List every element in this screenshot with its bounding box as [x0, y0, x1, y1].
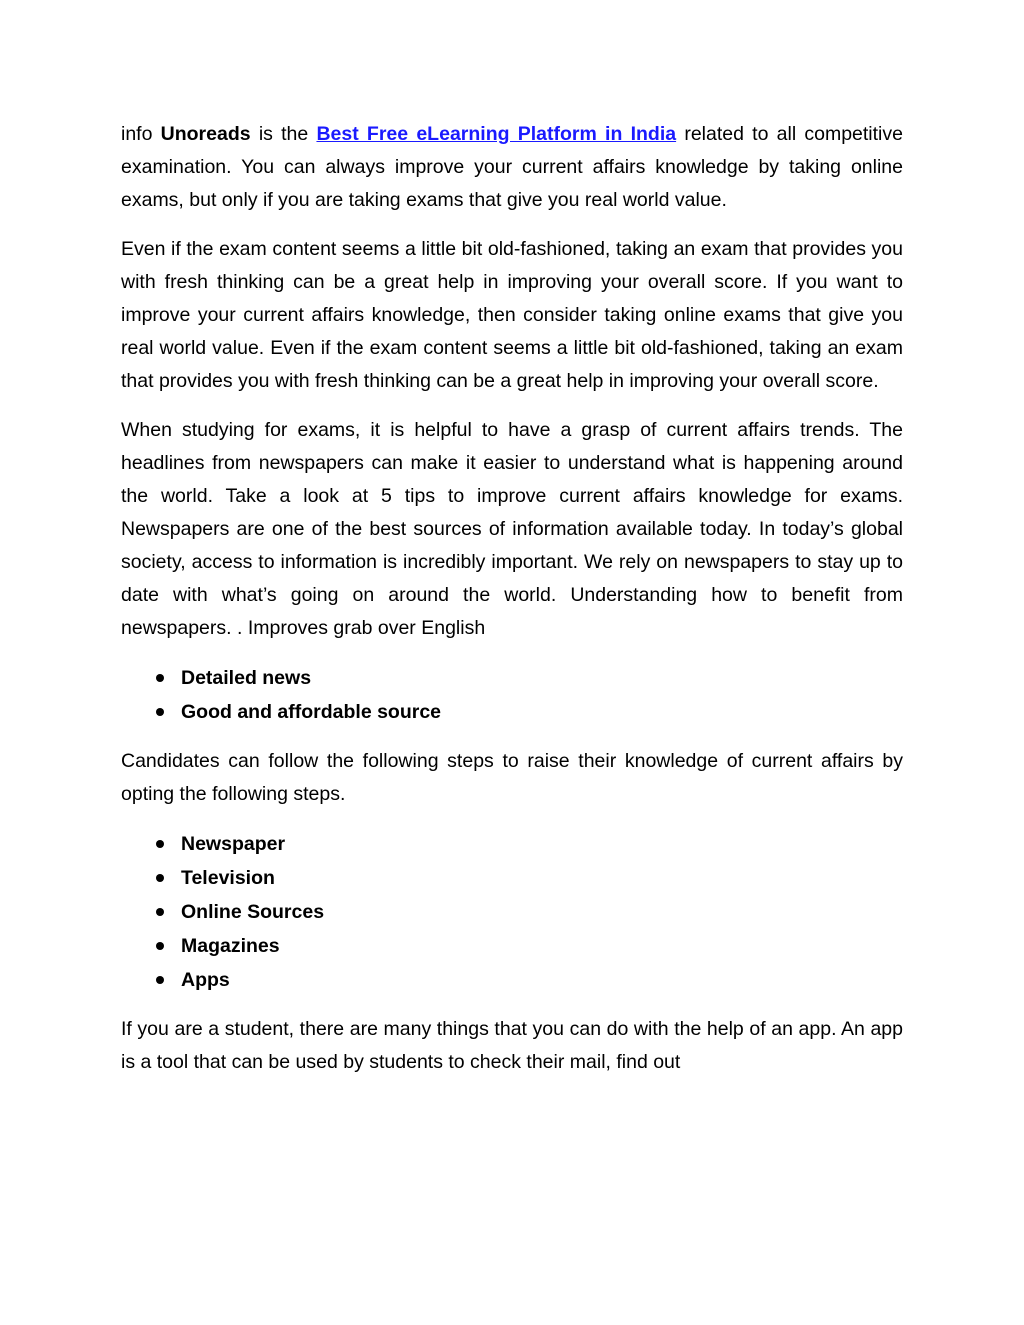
- brand-name: Unoreads: [160, 123, 251, 145]
- list-item-label: Newspaper: [181, 833, 286, 855]
- bullet-icon: [156, 942, 164, 950]
- list-item: [121, 895, 903, 929]
- list-item: [121, 861, 903, 895]
- knowledge-sources-list: [121, 827, 903, 997]
- bullet-icon: [156, 708, 164, 716]
- intro-mid: is the: [250, 123, 317, 145]
- candidates-steps-paragraph: Candidates can follow the following steps to raise their knowledge of current affairs by opting the following steps.: [121, 750, 903, 805]
- list-item: [121, 661, 903, 695]
- list-item: [121, 963, 903, 997]
- student-app-paragraph: If you are a student, there are many things that you can do with the help of an app. An app is a tool that can be used by students to check their mail, find out: [121, 1018, 903, 1073]
- list-item-label: Detailed news: [181, 667, 312, 689]
- intro-lead: info: [121, 123, 161, 145]
- bullet-icon: [156, 908, 164, 916]
- elearning-platform-link[interactable]: Best Free eLearning Platform in India: [316, 123, 677, 145]
- newspaper-benefits-list: [121, 661, 903, 729]
- bullet-icon: [156, 976, 164, 984]
- bullet-icon: [156, 874, 164, 882]
- list-item: [121, 695, 903, 729]
- intro-rest: related to all competitive examination. You can always improve your current affairs knowledge by taking online exams, but only if you are taking exams that give you real world value.: [121, 123, 903, 211]
- exam-content-paragraph: Even if the exam content seems a little bit old-fashioned, taking an exam that provides you with fresh thinking can be a great help in improving your overall score. If you want to improve your current affairs knowledge, then consider taking online exams that give you real world value. Even if the exam content seems a little bit old-fashioned, taking an exam that provides you with fresh thinking can be a great help in improving your overall score.: [121, 238, 903, 392]
- bullet-icon: [156, 674, 164, 682]
- intro-paragraph: [121, 118, 903, 217]
- document-page: [121, 118, 903, 1095]
- list-item-label: Apps: [181, 969, 230, 991]
- list-item: [121, 929, 903, 963]
- list-item: [121, 827, 903, 861]
- list-item-label: Good and affordable source: [181, 701, 442, 723]
- list-item-label: Magazines: [181, 935, 280, 957]
- list-item-label: Television: [181, 867, 275, 889]
- current-affairs-paragraph: When studying for exams, it is helpful to have a grasp of current affairs trends. The headlines from newspapers can make it easier to understand what is happening around the world. Take a look at 5 tips to improve current affairs knowledge for exams. Newspapers are one of the best sources of information available today. In today’s global society, access to information is incredibly important. We rely on newspapers to stay up to date with what’s going on around the world. Understanding how to benefit from newspapers. . Improves grab over English: [121, 419, 903, 639]
- bullet-icon: [156, 840, 164, 848]
- list-item-label: Online Sources: [181, 901, 325, 923]
